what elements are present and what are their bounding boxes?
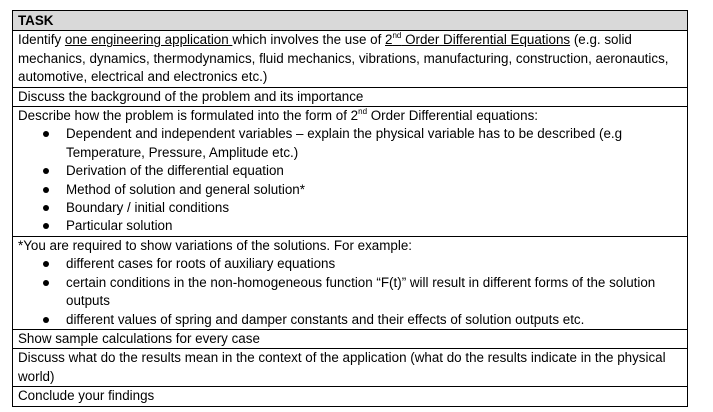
table-row [13,329,688,348]
formulation-cell [13,107,688,237]
list-item: Dependent and independent variables – explain the physical variable has to be described (e.g Temperature, Pressure, Amplitude etc.) [18,125,682,162]
task-table [12,10,688,407]
identify-cell [13,31,688,87]
variations-list [18,255,682,329]
list-item: Particular solution [18,217,682,235]
identify-rest: (e.g. solid mechanics, dynamics, thermodynamics, fluid mechanics, vibrations, manufacturing, construction, aeronautics, automotive, electrical and electronics etc.) [18,32,669,85]
formulation-intro-post: Order Differential equations: [367,108,538,124]
order-label: Order Differential Equations [401,32,571,48]
list-item: different cases for roots of auxiliary equations [18,255,682,273]
order-ode-text [385,32,570,47]
variations-cell [13,236,688,329]
identify-mid: which involves the use of [232,32,386,48]
formulation-list [18,125,682,235]
engineering-application-text: one engineering application [64,32,233,48]
order-superscript: nd [392,30,402,40]
table-row [13,87,688,106]
table-row [13,349,688,387]
table-row [13,387,688,406]
list-item: Method of solution and general solution* [18,181,682,199]
table-row [13,107,688,237]
conclude-cell: Conclude your findings [13,387,688,406]
table-row [13,236,688,329]
discuss-cell: Discuss what do the results mean in the context of the application (what do the results indicate in the physical world) [13,349,688,387]
list-item: Boundary / initial conditions [18,199,682,217]
formulation-superscript: nd [358,106,368,116]
formulation-intro [18,107,682,125]
identify-prefix: Identify [18,32,65,48]
list-item: certain conditions in the non-homogeneous function “F(t)” will result in different forms of the solution outputs [18,274,682,311]
formulation-intro-pre: Describe how the problem is formulated into the form of 2 [18,108,359,124]
task-header: TASK [13,11,688,31]
table-header-row [13,11,688,31]
list-item: Derivation of the differential equation [18,162,682,180]
order-number: 2 [385,32,393,48]
table-row [13,31,688,87]
background-cell: Discuss the background of the problem and its importance [13,87,688,106]
list-item: different values of spring and damper constants and their effects of solution outputs etc. [18,311,682,329]
variations-intro: *You are required to show variations of the solutions. For example: [18,237,413,253]
calculations-cell: Show sample calculations for every case [13,329,688,348]
